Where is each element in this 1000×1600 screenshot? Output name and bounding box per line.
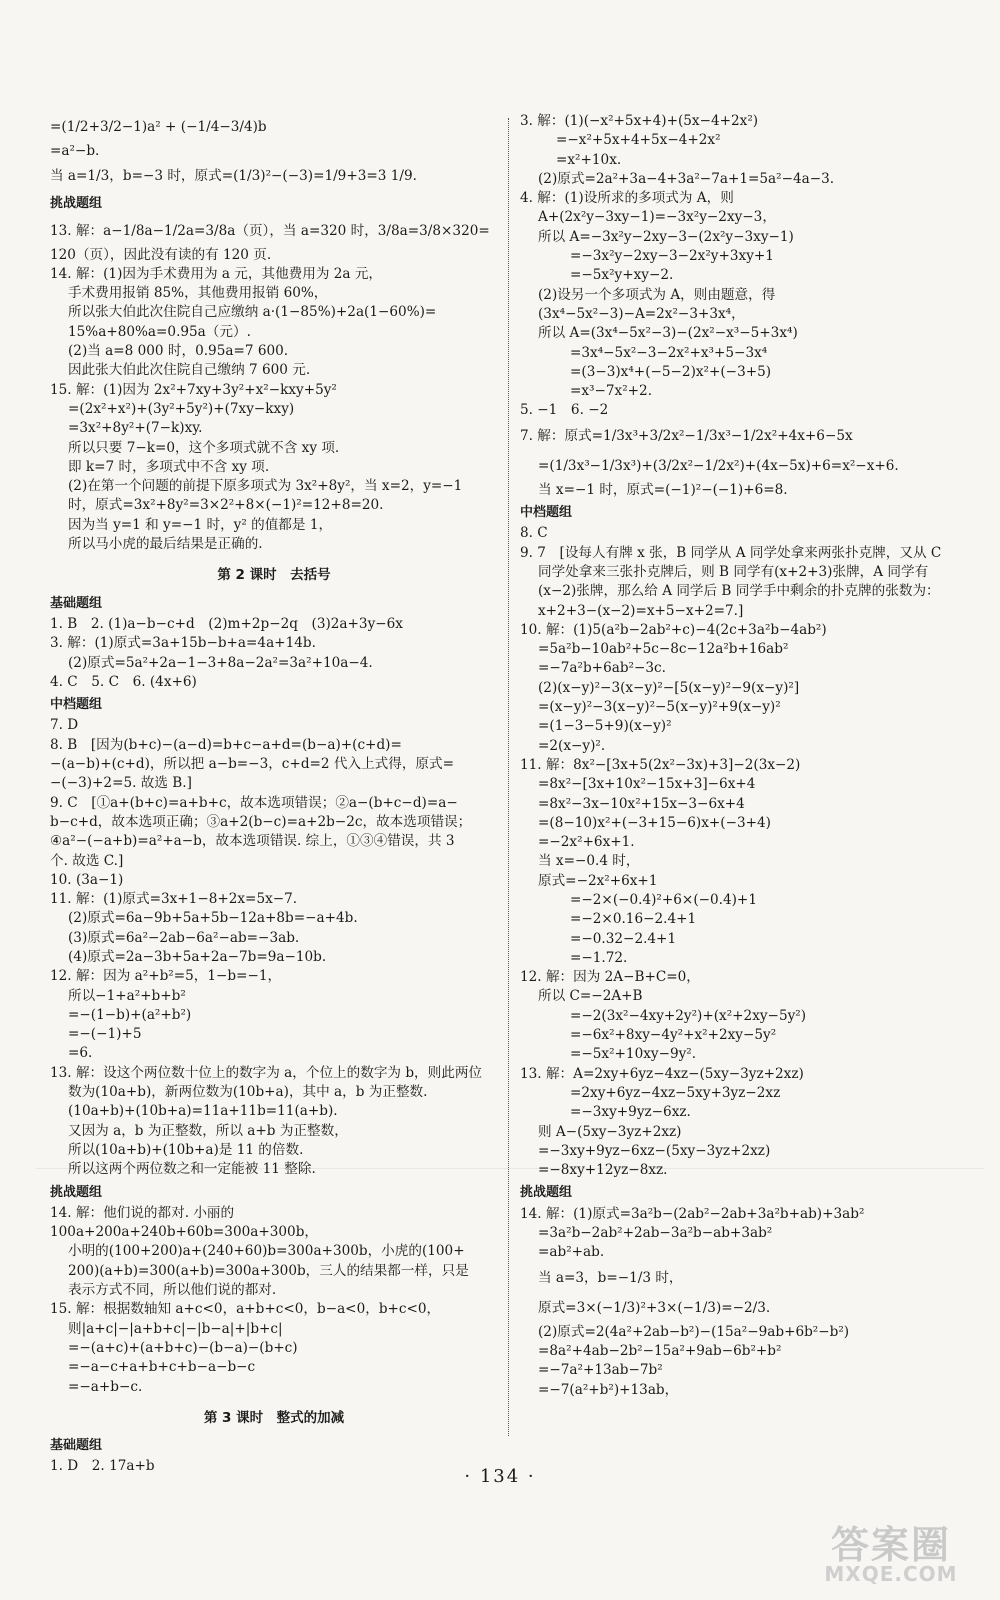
- text-line: =3a²b−2ab²+2ab−3a²b−ab+3ab²: [538, 1225, 773, 1242]
- text-line: 数为(10a+b)，新两位数为(10b+a)，其中 a，b 为正整数.: [68, 1084, 428, 1101]
- text-line: (x−2)张牌，那么给 A 同学后 B 同学手中剩余的扑克牌的张数为：: [538, 583, 940, 600]
- text-line: =−(1−b)+(a²+b²): [68, 1006, 192, 1023]
- text-line: =−2x²+6x+1.: [538, 834, 635, 851]
- text-line: 1. B 2. (1)a−b−c+d (2)m+2p−2q (3)2a+3y−6x: [50, 615, 403, 632]
- text-line: 原式=−2x²+6x+1: [538, 872, 658, 889]
- lesson-title: 第 3 课时 整式的加减: [203, 1409, 345, 1426]
- section-heading: 挑战题组: [50, 1184, 103, 1200]
- text-line: =−a−c+a+b+c+b−a−b−c: [68, 1359, 256, 1376]
- section-heading: 挑战题组: [520, 1185, 573, 1201]
- watermark-text: 答案圈: [830, 1523, 951, 1567]
- text-line: (2)原式=5a²+2a−1−3+8a−2a²=3a²+10a−4.: [68, 654, 373, 671]
- text-line: =8x²−[3x+10x²−15x+3]−6x+4: [538, 776, 756, 793]
- text-line: =(1/3x³−1/3x³)+(3/2x²−1/2x²)+(4x−5x)+6=x²−x+6.: [538, 457, 899, 474]
- text-line: 10. (3a−1): [50, 871, 124, 888]
- text-line: (2)在第一个问题的前提下原多项式为 3x²+8y²，当 x=2，y=−1: [68, 478, 463, 495]
- text-line: (10a+b)+(10b+a)=11a+11b=11(a+b).: [68, 1103, 338, 1120]
- section-heading: 中档题组: [50, 697, 103, 713]
- text-line: 同学处拿来三张扑克牌后，则 B 同学有(x+2+3)张牌，A 同学有: [538, 563, 929, 580]
- text-line: x+2+3−(x−2)=x+5−x+2=7.]: [538, 602, 744, 619]
- text-line: =8a²+4ab−2b²−15a²+9ab−6b²+b²: [538, 1342, 782, 1359]
- text-line: =(1−3−5+9)(x−y)²: [538, 718, 672, 735]
- text-line: 8. C: [520, 525, 548, 542]
- text-line: 15%a+80%a=0.95a（元）.: [68, 323, 251, 340]
- text-line: (2)当 a=8 000 时，0.95a=7 600.: [68, 343, 289, 360]
- text-line: 所以这两个两位数之和一定能被 11 整除.: [68, 1161, 316, 1178]
- text-line: 120（页），因此没有读的有 120 页.: [50, 246, 272, 263]
- text-line: A+(2x²y−3xy−1)=−3x²y−2xy−3，: [538, 209, 776, 226]
- text-line: =x³−7x²+2.: [570, 383, 653, 400]
- text-line: 当 a=3，b=−1/3 时，: [538, 1269, 683, 1286]
- text-line: 9. C [①a+(b+c)=a+b+c，故本选项错误；②a−(b+c−d)=a−: [50, 794, 458, 811]
- text-line: (2)原式=6a−9b+5a+5b−12a+8b=−a+4b.: [68, 910, 358, 927]
- text-line: =a²−b.: [50, 143, 100, 159]
- text-line: 所以只要 7−k=0，这个多项式就不含 xy 项.: [68, 439, 340, 456]
- text-line: =−x²+5x+4+5x−4+2x²: [556, 132, 721, 149]
- text-line: =2xy+6yz−4xz−5xy+3yz−2xz: [570, 1084, 781, 1101]
- text-line: =(8−10)x²+(−3+15−6)x+(−3+4): [538, 814, 771, 831]
- section-heading: 挑战题组: [50, 196, 103, 212]
- text-line: 所以马小虎的最后结果是正确的.: [68, 536, 263, 553]
- text-line: 13. 解：设这个两位数十位上的数字为 a，个位上的数字为 b，则此两位: [50, 1064, 483, 1081]
- section-heading: 基础题组: [50, 595, 103, 611]
- text-line: 7. D: [50, 717, 79, 734]
- text-line: b−c+d，故本选项正确；③a+2(b−c)=a+2b−2c，故本选项错误；: [50, 813, 472, 830]
- text-line: 14. 解：他们说的都对. 小丽的 100a+200a+240b+60b=300a+300b，: [50, 1204, 318, 1241]
- text-line: 11. 解：8x²−[3x+5(2x²−3x)+3]−2(3x−2): [520, 756, 801, 773]
- text-line: 200)(a+b)=300(a+b)=300a+300b，三人的结果都一样，只是: [68, 1262, 469, 1279]
- text-line: 4. C 5. C 6. (4x+6): [50, 673, 197, 690]
- text-line: (2)(x−y)²−3(x−y)²−[5(x−y)²−9(x−y)²]: [538, 679, 800, 696]
- text-line: =−2×0.16−2.4+1: [570, 911, 697, 928]
- text-line: 因为当 y=1 和 y=−1 时，y² 的值都是 1，: [68, 516, 333, 533]
- text-line: =(2x²+x²)+(3y²+5y²)+(7xy−kxy): [68, 400, 295, 417]
- text-line: =−2×(−0.4)²+6×(−0.4)+1: [570, 891, 757, 908]
- text-line: ④a²−(−a+b)=a²+a−b，故本选项错误. 综上，①③④错误，共 3: [50, 833, 455, 850]
- text-line: =−0.32−2.4+1: [570, 930, 677, 947]
- text-line: (2)原式=2a²+3a−4+3a²−7a+1=5a²−4a−3.: [538, 170, 835, 187]
- text-line: 又因为 a，b 为正整数，所以 a+b 为正整数，: [68, 1122, 348, 1139]
- text-line: =−8xy+12yz−8xz.: [538, 1162, 668, 1179]
- text-line: =(x−y)²−3(x−y)²−5(x−y)²+9(x−y)²: [538, 699, 781, 716]
- text-line: =−(a+c)+(a+b+c)−(b−a)−(b+c): [68, 1339, 298, 1356]
- text-line: =3x²+8y²+(7−k)xy.: [68, 420, 203, 437]
- text-line: (2)设另一个多项式为 A，则由题意，得: [538, 286, 776, 303]
- text-line: −(−3)+2=5. 故选 B.]: [50, 775, 192, 792]
- text-line: 4. 解：(1)设所求的多项式为 A，则: [520, 190, 734, 207]
- text-line: =−7(a²+b²)+13ab，: [538, 1381, 679, 1398]
- text-line: 5. −1 6. −2: [520, 402, 609, 419]
- text-line: 10. 解：(1)5(a²b−2ab²+c)−4(2c+3a²b−4ab²): [520, 621, 827, 638]
- text-line: 当 x=−0.4 时，: [538, 853, 640, 870]
- text-line: 当 a=1/3，b=−3 时，原式=(1/3)²−(−3)=1/9+3=3 1/9.: [50, 168, 417, 185]
- text-line: =3x⁴−5x²−3−2x²+x³+5−3x⁴: [570, 344, 768, 361]
- text-line: =8x²−3x−10x²+15x−3−6x+4: [538, 795, 745, 812]
- text-line: 小明的(100+200)a+(240+60)b=300a+300b，小虎的(100+: [68, 1243, 465, 1260]
- text-line: =−2(3x²−4xy+2y²)+(x²+2xy−5y²): [570, 1007, 807, 1024]
- text-line: 15. 解：根据数轴知 a+c<0，a+b+c<0，b−a<0，b+c<0，: [50, 1301, 441, 1318]
- text-line: 3. 解：(1)原式=3a+15b−b+a=4a+14b.: [50, 635, 316, 652]
- column-divider: [508, 118, 509, 1436]
- text-line: 则 A−(5xy−3yz+2xz): [538, 1123, 682, 1140]
- text-line: 14. 解：(1)原式=3a²b−(2ab²−2ab+3a²b+ab)+3ab²: [520, 1205, 865, 1222]
- text-line: 所以(10a+b)+(10b+a)是 11 的倍数.: [68, 1141, 304, 1158]
- text-line: =−7a²+13ab−7b²: [538, 1362, 663, 1379]
- text-line: (4)原式=2a−3b+5a+2a−7b=9a−10b.: [68, 948, 327, 965]
- text-line: 11. 解：(1)原式=3x+1−8+2x=5x−7.: [50, 891, 298, 908]
- text-line: 则|a+c|−|a+b+c|−|b−a|+|b+c|: [68, 1320, 283, 1337]
- watermark-url: MXQE.COM: [824, 1562, 958, 1586]
- text-line: =−5x²+10xy−9y².: [570, 1046, 697, 1063]
- text-line: 个. 故选 C.]: [50, 852, 124, 869]
- watermark-logo: [806, 1514, 976, 1586]
- text-line: 所以张大伯此次住院自己应缴纳 a·(1−85%)+2a(1−60%)=: [68, 304, 437, 321]
- text-line: =(1/2+3/2−1)a² + (−1/4−3/4)b: [50, 119, 267, 135]
- text-line: 因此张大伯此次住院自己缴纳 7 600 元.: [68, 362, 311, 379]
- text-line: 原式=3×(−1/3)²+3×(−1/3)=−2/3.: [538, 1299, 771, 1316]
- text-line: −(a−b)+(c+d)，所以把 a−b=−3，c+d=2 代入上式得，原式=: [50, 756, 455, 773]
- text-line: =2(x−y)².: [538, 737, 606, 754]
- text-line: (2)原式=2(4a²+2ab−b²)−(15a²−9ab+6b²−b²): [538, 1323, 850, 1340]
- lesson-title: 第 2 课时 去括号: [217, 567, 331, 584]
- text-line: =−a+b−c.: [68, 1378, 143, 1395]
- text-line: 9. 7 [设每人有牌 x 张，B 同学从 A 同学处拿来两张扑克牌，又从 C: [520, 544, 942, 561]
- text-line: 13. 解：a−1/8a−1/2a=3/8a（页），当 a=320 时，3/8a=3/8×320=: [50, 222, 490, 239]
- text-line: =−1.72.: [570, 949, 628, 966]
- text-line: =−3xy+9yz−6xz−(5xy−3yz+2xz): [538, 1142, 771, 1159]
- text-line: 所以 C=−2A+B: [538, 988, 643, 1005]
- section-heading: 中档题组: [520, 505, 573, 521]
- text-line: =−5x²y+xy−2.: [570, 267, 674, 284]
- text-line: 所以−1+a²+b+b²: [68, 987, 186, 1004]
- text-line: 时，原式=3x²+8y²=3×2²+8×(−1)²=12+8=20.: [68, 497, 384, 514]
- text-line: 15. 解：(1)因为 2x²+7xy+3y²+x²−kxy+5y²: [50, 381, 337, 398]
- text-line: =−7a²b+6ab²−3c.: [538, 660, 666, 677]
- text-line: 13. 解：A=2xy+6yz−4xz−(5xy−3yz+2xz): [520, 1065, 804, 1082]
- text-line: 1. D 2. 17a+b: [50, 1458, 155, 1475]
- section-heading: 基础题组: [50, 1438, 103, 1454]
- text-line: =(3−3)x⁴+(−5−2)x²+(−3+5): [570, 363, 772, 380]
- right-column: [520, 112, 982, 1400]
- text-line: (3)原式=6a²−2ab−6a²−ab=−3ab.: [68, 929, 300, 946]
- text-line: 手术费用报销 85%，其他费用报销 60%，: [68, 285, 328, 302]
- text-line: 即 k=7 时，多项式中不含 xy 项.: [68, 458, 270, 475]
- text-line: 所以 A=(3x⁴−5x²−3)−(2x²−x³−5+3x⁴): [538, 325, 798, 342]
- text-line: =6.: [68, 1045, 93, 1062]
- text-line: 8. B [因为(b+c)−(a−d)=b+c−a+d=(b−a)+(c+d)=: [50, 736, 402, 753]
- text-line: 7. 解：原式=1/3x³+3/2x²−1/3x³−1/2x²+4x+6−5x: [520, 427, 853, 444]
- text-line: =−(−1)+5: [68, 1026, 142, 1043]
- text-line: =5a²b−10ab²+5c−8c−12a²b+16ab²: [538, 641, 789, 658]
- text-line: 表示方式不同，所以他们说的都对.: [68, 1282, 277, 1299]
- text-line: 12. 解：因为 a²+b²=5，1−b=−1，: [50, 968, 282, 985]
- text-line: 3. 解：(1)(−x²+5x+4)+(5x−4+2x²): [520, 113, 759, 129]
- text-line: 14. 解：(1)因为手术费用为 a 元，其他费用为 2a 元，: [50, 265, 383, 282]
- text-line: 所以 A=−3x²y−2xy−3−(2x²y−3xy−1): [538, 228, 794, 245]
- page-number: · 134 ·: [464, 1466, 536, 1487]
- text-line: 当 x=−1 时，原式=(−1)²−(−1)+6=8.: [538, 481, 788, 498]
- text-line: =−3xy+9yz−6xz.: [570, 1104, 691, 1121]
- text-line: =x²+10x.: [556, 151, 622, 168]
- left-column: [50, 112, 498, 1477]
- text-line: =−6x²+8xy−4y²+x²+2xy−5y²: [570, 1027, 777, 1044]
- text-line: (3x⁴−5x²−3)−A=2x²−3+3x⁴，: [538, 305, 745, 322]
- text-line: =ab²+ab.: [538, 1244, 605, 1261]
- text-line: =−3x²y−2xy−3−2x²y+3xy+1: [570, 248, 774, 265]
- text-line: 12. 解：因为 2A−B+C=0，: [520, 969, 700, 986]
